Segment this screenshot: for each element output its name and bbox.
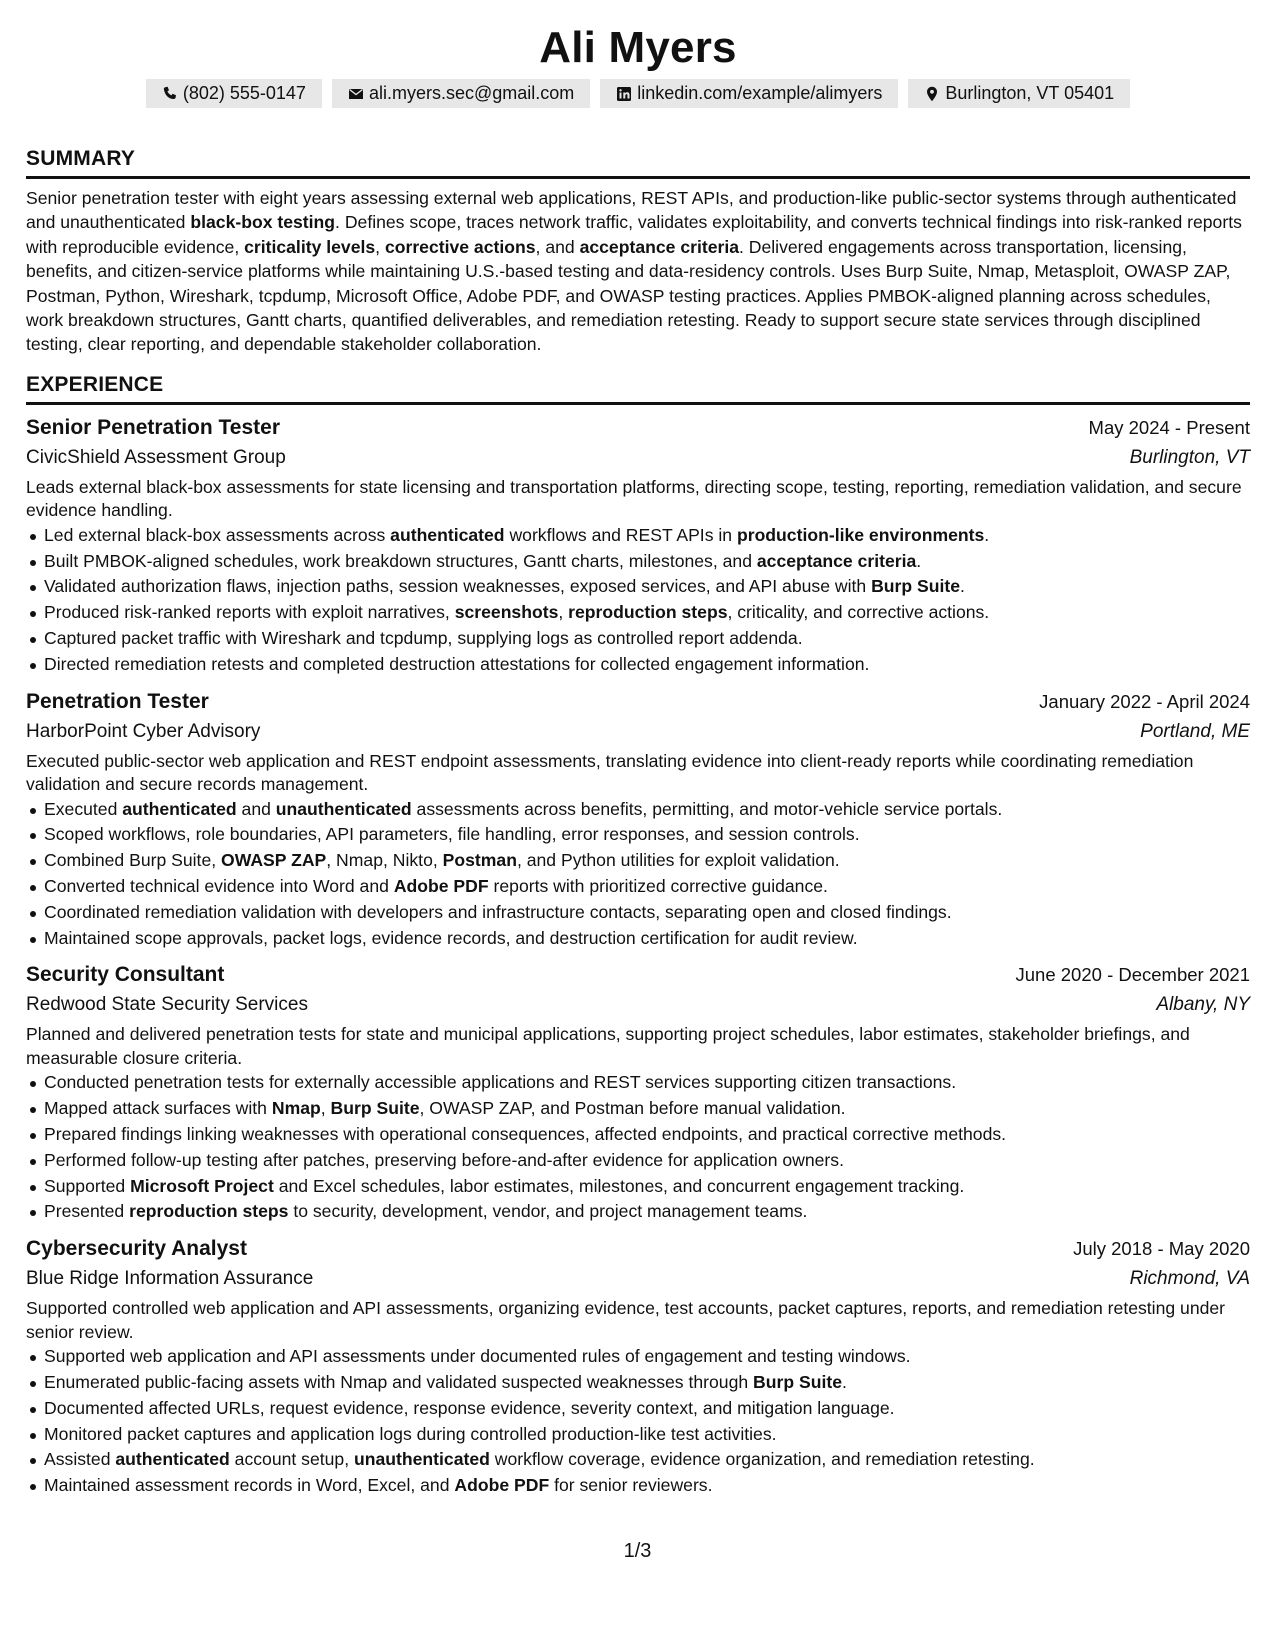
email-text: ali.myers.sec@gmail.com <box>368 83 575 103</box>
text-run: and Excel schedules, labor estimates, milestones, and concurrent engagement tracking. <box>273 1175 965 1196</box>
job-dates: June 2020 - December 2021 <box>1015 964 1250 986</box>
bullet-item <box>44 549 1250 575</box>
bold-phrase: authenticated <box>115 1449 230 1470</box>
text-run: Led external black-box assessments across <box>44 524 391 545</box>
text-run: Executed <box>44 798 123 819</box>
bold-phrase: production-like environments <box>736 524 985 545</box>
bullet-item <box>44 848 1250 874</box>
text-run: and <box>236 798 276 819</box>
text-run: Directed remediation retests and completed destruction attestations for collected engagement information. <box>44 653 870 674</box>
bold-phrase: Adobe PDF <box>454 1475 550 1496</box>
bullet-item <box>44 900 1250 926</box>
job-description: Supported controlled web application and API assessments, organizing evidence, test accounts, packet captures, reports, and remediation retesting under senior review. <box>26 1298 1226 1342</box>
text-run: , Nmap, Nikto, <box>326 850 443 871</box>
resume-page <box>26 0 1250 1499</box>
text-run: Captured packet traffic with Wireshark and tcpdump, supplying logs as controlled report addenda. <box>44 628 803 649</box>
text-run: reports with prioritized corrective guidance. <box>488 876 828 897</box>
text-run: Prepared findings linking weaknesses with operational consequences, affected endpoints, and practical corrective methods. <box>44 1124 1007 1144</box>
text-run: account setup, <box>229 1449 354 1470</box>
text-run: Conducted penetration tests for externally accessible applications and REST services supporting citizen transactions. <box>44 1072 957 1093</box>
text-run: Combined Burp Suite, <box>44 850 222 871</box>
envelope-icon <box>348 86 364 102</box>
text-run: , OWASP ZAP, and Postman before manual validation. <box>419 1098 846 1119</box>
job-dates: January 2022 - April 2024 <box>1039 690 1250 712</box>
bullet-item <box>44 1422 1250 1448</box>
job-header <box>26 687 1250 717</box>
bold-phrase: acceptance criteria <box>579 236 739 257</box>
job-company: Redwood State Security Services <box>26 994 308 1016</box>
bullet-item <box>44 1199 1250 1225</box>
job-subheader <box>26 990 1250 1020</box>
bold-phrase: Microsoft Project <box>130 1175 274 1196</box>
text-run: to security, development, vendor, and project management teams. <box>288 1201 808 1222</box>
linkedin-text: linkedin.com/example/alimyers <box>637 83 883 103</box>
bold-phrase: Burp Suite <box>753 1371 842 1392</box>
text-run: Maintained scope approvals, packet logs, evidence records, and destruction certification for audit review. <box>44 927 858 948</box>
phone-icon <box>162 86 178 102</box>
bold-phrase: Burp Suite <box>330 1098 420 1119</box>
bullet-item <box>44 523 1250 549</box>
text-run: Enumerated public-facing assets with Nmap and validated suspected weaknesses through <box>44 1371 754 1392</box>
candidate-name: Ali Myers <box>539 23 737 72</box>
bullet-item <box>44 1473 1250 1499</box>
job-entry <box>26 413 1250 678</box>
text-run: workflow coverage, evidence organization, and remediation retesting. <box>489 1449 1035 1470</box>
bold-phrase: reproduction steps <box>568 602 728 623</box>
job-subheader <box>26 1264 1250 1294</box>
location-text: Burlington, VT 05401 <box>945 83 1115 103</box>
job-bullets <box>26 1070 1250 1225</box>
bullet-item <box>44 1370 1250 1396</box>
bullet-item <box>44 926 1250 952</box>
bold-phrase: screenshots <box>454 602 559 623</box>
summary-heading: SUMMARY <box>26 146 1250 179</box>
contact-phone <box>146 79 322 108</box>
bullet-item <box>44 1148 1250 1174</box>
bullet-item <box>44 1174 1250 1200</box>
job-entry <box>26 960 1250 1225</box>
experience-heading: EXPERIENCE <box>26 372 1250 405</box>
text-run: Produced risk-ranked reports with exploit narratives, <box>44 602 455 623</box>
bullet-item <box>44 1396 1250 1422</box>
text-run: Built PMBOK-aligned schedules, work breakdown structures, Gantt charts, milestones, and <box>44 550 757 571</box>
job-bullets <box>26 797 1250 952</box>
bold-phrase: OWASP ZAP <box>221 850 327 871</box>
job-subheader <box>26 443 1250 473</box>
bold-phrase: criticality levels <box>244 236 376 257</box>
bold-phrase: Nmap <box>271 1098 321 1119</box>
linkedin-icon <box>616 86 632 102</box>
job-entry <box>26 1234 1250 1499</box>
text-run: Supported <box>44 1175 131 1196</box>
text-run: Coordinated remediation validation with developers and infrastructure contacts, separating open and closed findings. <box>44 901 952 922</box>
contact-email[interactable] <box>332 79 590 108</box>
bold-phrase: acceptance criteria <box>756 550 917 571</box>
text-run: , criticality, and corrective actions. <box>727 602 990 623</box>
text-run: , and Python utilities for exploit validation. <box>516 850 840 871</box>
text-run: for senior reviewers. <box>549 1475 713 1496</box>
job-company: CivicShield Assessment Group <box>26 446 286 468</box>
contact-location <box>908 79 1130 108</box>
bullet-item <box>44 1122 1250 1148</box>
text-run: Performed follow-up testing after patches, preserving before-and-after evidence for application owners. <box>44 1149 844 1170</box>
text-run: , and <box>535 236 580 257</box>
bold-phrase: unauthenticated <box>275 798 412 819</box>
text-run: Converted technical evidence into Word and <box>44 876 394 897</box>
job-company: HarborPoint Cyber Advisory <box>26 720 261 742</box>
bullet-item <box>44 600 1250 626</box>
bullet-item <box>44 1070 1250 1096</box>
text-run: , <box>375 236 385 257</box>
map-pin-icon <box>924 86 940 102</box>
text-run: . <box>916 550 922 571</box>
job-title: Cybersecurity Analyst <box>26 1237 247 1261</box>
job-company: Blue Ridge Information Assurance <box>26 1268 314 1290</box>
job-dates: May 2024 - Present <box>1088 416 1250 438</box>
text-run: Maintained assessment records in Word, Excel, and <box>44 1475 455 1496</box>
text-run: Supported web application and API assessments under documented rules of engagement and testing windows. <box>44 1346 911 1367</box>
job-location: Richmond, VA <box>1129 1268 1250 1290</box>
bullet-item <box>44 1447 1250 1473</box>
job-title: Security Consultant <box>26 963 225 987</box>
contact-bar <box>26 79 1250 108</box>
text-run: Validated authorization flaws, injection paths, session weaknesses, exposed services, and API abuse with <box>44 576 872 597</box>
text-run: Presented <box>44 1201 130 1222</box>
bullet-item <box>44 626 1250 652</box>
job-description: Executed public-sector web application and REST endpoint assessments, translating evidence into client-ready reports while coordinating remediation validation and secure records management. <box>26 750 1194 795</box>
bullet-item <box>44 574 1250 600</box>
job-entry <box>26 687 1250 952</box>
text-run: Monitored packet captures and application logs during controlled production-like test activities. <box>44 1423 777 1444</box>
text-run: Scoped workflows, role boundaries, API parameters, file handling, error responses, and session controls. <box>44 824 860 845</box>
job-header <box>26 1234 1250 1264</box>
bullet-item <box>44 652 1250 678</box>
experience-list <box>26 413 1250 1499</box>
job-location: Burlington, VT <box>1129 446 1250 468</box>
text-run: Assisted <box>44 1449 116 1470</box>
job-dates: July 2018 - May 2020 <box>1073 1238 1250 1260</box>
phone-text: (802) 555-0147 <box>182 83 306 103</box>
job-header <box>26 413 1250 443</box>
bullet-item <box>44 1344 1250 1370</box>
job-title: Senior Penetration Tester <box>26 415 281 439</box>
job-header <box>26 960 1250 990</box>
text-run: Senior penetration tester with eight years assessing external web applications, REST APIs, and production-like public-sector systems through authenticated and unauthenticated <box>26 188 1237 233</box>
text-run: , <box>320 1098 331 1119</box>
job-bullets <box>26 1344 1250 1499</box>
text-run: . Defines scope, traces network traffic, validates exploitability, and converts technical findings into risk-ranked reports with reproducible evidence, <box>26 212 1242 257</box>
bold-phrase: black-box testing <box>190 212 336 233</box>
text-run: . <box>984 524 990 545</box>
text-run: Documented affected URLs, request evidence, response evidence, severity context, and mitigation language. <box>44 1397 895 1418</box>
page-number: 1/3 <box>623 1540 652 1562</box>
bold-phrase: authenticated <box>390 524 505 545</box>
contact-linkedin[interactable] <box>600 79 898 108</box>
job-location: Albany, NY <box>1156 994 1250 1016</box>
job-title: Penetration Tester <box>26 689 209 713</box>
job-description: Planned and delivered penetration tests for state and municipal applications, supporting project schedules, labor estimates, stakeholder briefings, and measurable closure criteria. <box>26 1024 1190 1068</box>
summary-text <box>26 186 1250 357</box>
bold-phrase: authenticated <box>122 798 237 819</box>
bold-phrase: Adobe PDF <box>393 876 489 897</box>
job-location: Portland, ME <box>1140 720 1250 742</box>
bullet-item <box>44 1096 1250 1122</box>
bold-phrase: corrective actions <box>384 236 536 257</box>
text-run: , <box>558 602 569 623</box>
bold-phrase: reproduction steps <box>129 1201 289 1222</box>
text-run: assessments across benefits, permitting, and motor-vehicle service portals. <box>411 798 1003 819</box>
job-subheader <box>26 717 1250 747</box>
job-description: Leads external black-box assessments for state licensing and transportation platforms, directing scope, testing, reporting, remediation validation, and secure evidence handling. <box>26 476 1242 521</box>
text-run: . <box>842 1371 847 1392</box>
bold-phrase: unauthenticated <box>354 1449 490 1470</box>
text-run: . <box>960 576 965 597</box>
text-run: Mapped attack surfaces with <box>44 1098 272 1119</box>
job-bullets <box>26 523 1250 678</box>
bullet-item <box>44 797 1250 823</box>
bold-phrase: Postman <box>442 850 517 871</box>
bullet-item <box>44 874 1250 900</box>
text-run: workflows and REST APIs in <box>504 524 737 545</box>
text-run: . Delivered engagements across transportation, licensing, benefits, and citizen-service platforms while maintaining U.S.-based testing and data-residency controls. Uses Burp Suite, Nmap, Metasploit, OWASP ZAP, Postman, Python, Wireshark, tcpdump, Microsoft Office, Adobe PDF, and OWASP testing practices. Applies PMBOK-aligned planning across schedules, work breakdown structures, Gantt charts, quantified deliverables, and remediation retesting. Ready to support secure state services through disciplined testing, clear reporting, and dependable stakeholder collaboration. <box>26 236 1231 355</box>
bullet-item <box>44 822 1250 848</box>
bold-phrase: Burp Suite <box>871 576 961 597</box>
